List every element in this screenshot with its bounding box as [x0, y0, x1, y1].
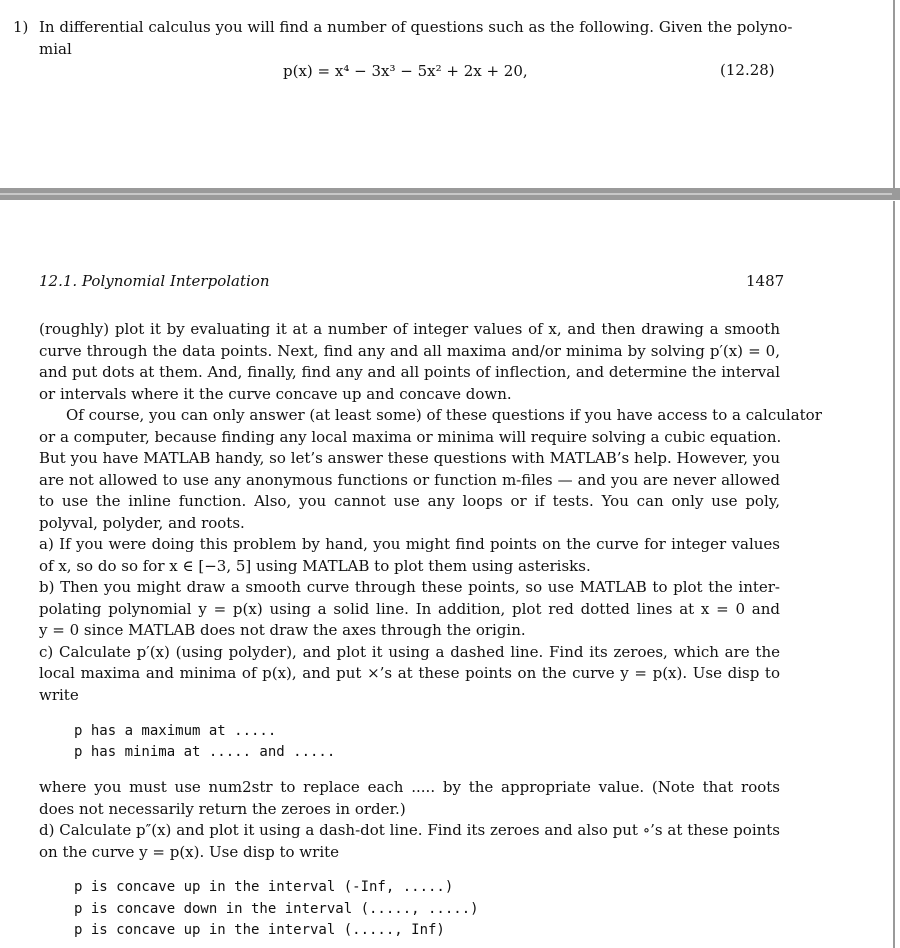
- intro-line-2: mial: [39, 40, 72, 58]
- page-number: 1487: [746, 272, 785, 290]
- paragraph2-line: But you have MATLAB handy, so let’s answer these questions with MATLAB’s help. However, you: [39, 449, 780, 467]
- part-c-line: write: [39, 685, 79, 704]
- after-code-line: where you must use num2str to replace each ..... by the appropriate value. (Note that roots: [39, 778, 780, 796]
- lower-page: [0, 201, 895, 948]
- intro-line-1: In differential calculus you will find a number of questions such as the following. Given the polyno-: [39, 18, 793, 36]
- code-line: p has a maximum at .....: [74, 723, 277, 739]
- part-c-line: local maxima and minima of p(x), and put ×’s at these points on the curve y = p(x). Use disp to: [39, 664, 780, 682]
- paragraph1-line: or intervals where it the curve concave up and concave down.: [39, 384, 512, 403]
- part-c-line: c) Calculate p′(x) (using polyder), and plot it using a dashed line. Find its zeroes, which are the: [39, 642, 780, 661]
- equation-number: (12.28): [720, 61, 775, 79]
- paragraph2-line: to use the inline function. Also, you cannot use any loops or if tests. You can only use poly,: [39, 492, 780, 510]
- paragraph2-line: or a computer, because finding any local maxima or minima will require solving a cubic equation.: [39, 427, 782, 446]
- after-code-line: does not necessarily return the zeroes in order.): [39, 799, 406, 818]
- part-d-line: d) Calculate p″(x) and plot it using a dash-dot line. Find its zeroes and also put ∘’s at these points: [39, 821, 780, 839]
- part-b-line: polating polynomial y = p(x) using a solid line. In addition, plot red dotted lines at x = 0 and: [39, 599, 780, 618]
- paragraph1-line: curve through the data points. Next, find any and all maxima and/or minima by solving p′(x) = 0,: [39, 341, 780, 360]
- page-divider-line: [0, 193, 892, 195]
- paragraph2-line: Of course, you can only answer (at least some) of these questions if you have access to a calculator: [66, 406, 822, 424]
- code-line: p is concave down in the interval (....., .....): [74, 900, 479, 917]
- upper-page: [0, 0, 895, 188]
- problem-number: 1): [13, 18, 29, 36]
- paragraph1-line: and put dots at them. And, finally, find any and all points of inflection, and determine the interval: [39, 363, 780, 381]
- code-line: p is concave up in the interval (....., Inf): [74, 922, 445, 938]
- part-a-line: a) If you were doing this problem by hand, you might find points on the curve for integer values: [39, 535, 780, 553]
- paragraph1-line: (roughly) plot it by evaluating it at a number of integer values of x, and then drawing a smooth: [39, 320, 780, 338]
- paragraph2-line: polyval, polyder, and roots.: [39, 513, 245, 532]
- part-a-line: of x, so do so for x ∈ [−3, 5] using MATLAB to plot them using asterisks.: [39, 556, 591, 575]
- part-d-line: on the curve y = p(x). Use disp to write: [39, 842, 340, 861]
- paragraph2-line: are not allowed to use any anonymous functions or function m-files — and you are never allowed: [39, 470, 780, 489]
- part-b-line: b) Then you might draw a smooth curve through these points, so use MATLAB to plot the inter-: [39, 578, 780, 596]
- code-line: p has minima at ..... and .....: [74, 744, 336, 760]
- running-head: 12.1. Polynomial Interpolation: [39, 272, 270, 290]
- code-line: p is concave up in the interval (-Inf, .....): [74, 879, 454, 895]
- part-b-line: y = 0 since MATLAB does not draw the axes through the origin.: [39, 621, 526, 639]
- polynomial-equation: p(x) = x⁴ − 3x³ − 5x² + 2x + 20,: [283, 62, 528, 80]
